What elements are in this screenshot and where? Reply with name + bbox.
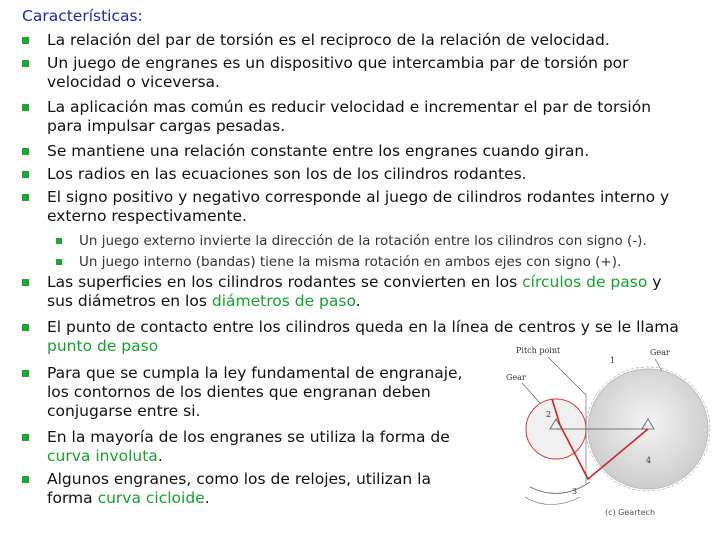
bullet-marker xyxy=(22,434,29,441)
sub-bullet-marker xyxy=(56,238,62,244)
bullet-9-text-line3: conjugarse entre si. xyxy=(47,402,201,420)
bullet-3-text-line1: La aplicación mas común es reducir velocidad e incrementar el par de torsión xyxy=(47,98,652,116)
bullet-7 xyxy=(47,273,697,311)
pitch-point-term: punto de paso xyxy=(47,337,159,355)
sub-bullet-2-text: Un juego interno (bandas) tiene la misma rotación en ambos ejes con signo (+). xyxy=(79,254,622,270)
sub-bullet-1 xyxy=(79,232,699,250)
label-number-3: 3 xyxy=(572,487,578,496)
sub-bullet-marker xyxy=(56,259,62,265)
bullet-5-text: Los radios en las ecuaciones son los de los cilindros rodantes. xyxy=(47,165,527,183)
bullet-4-text: Se mantiene una relación constante entre los engranes cuando giran. xyxy=(47,142,590,160)
bullet-marker xyxy=(22,37,29,44)
label-number-2: 2 xyxy=(546,410,552,419)
bullet-11 xyxy=(47,470,487,508)
bullet-11-text-line1: Algunos engranes, como los de relojes, utilizan la xyxy=(47,470,431,488)
bullet-1 xyxy=(47,31,697,50)
bullet-marker xyxy=(22,60,29,67)
bullet-5 xyxy=(47,165,697,184)
bullet-10-text-line1: En la mayoría de los engranes se utiliza la forma de xyxy=(47,428,450,446)
bullet-marker xyxy=(22,171,29,178)
slide-heading: Características: xyxy=(22,7,143,25)
bullet-10 xyxy=(47,428,487,466)
involute-curve-term: curva involuta xyxy=(47,447,158,465)
bullet-2-text-line2: velocidad o viceversa. xyxy=(47,73,220,91)
bullet-7-text-line2: sus diámetros en los xyxy=(47,292,212,310)
bullet-9 xyxy=(47,364,487,421)
bullet-4 xyxy=(47,142,697,161)
bullet-7-text-mid: y xyxy=(647,273,662,291)
bullet-11-text-end: . xyxy=(204,489,210,507)
bullet-6-text-line1: El signo positivo y negativo corresponde al juego de cilindros rodantes interno y xyxy=(47,188,670,206)
cycloid-curve-term: curva cicloide xyxy=(97,489,205,507)
bullet-9-text-line2: los contornos de los dientes que engranan deben xyxy=(47,383,431,401)
bullet-marker xyxy=(22,324,29,331)
label-number-1: 1 xyxy=(610,356,616,365)
bullet-marker xyxy=(22,104,29,111)
pitch-circles-term: círculos de paso xyxy=(522,273,648,291)
bullet-7-text-end: . xyxy=(355,292,361,310)
bullet-10-text-end: . xyxy=(157,447,163,465)
bullet-6-text-line2: externo respectivamente. xyxy=(47,207,247,225)
bullet-8-text-line1: El punto de contacto entre los cilindros queda en la línea de centros y se le llama xyxy=(47,318,679,336)
bullet-9-text-line1: Para que se cumpla la ley fundamental de engranaje, xyxy=(47,364,463,382)
bullet-marker xyxy=(22,194,29,201)
bullet-1-text: La relación del par de torsión es el reciproco de la relación de velocidad. xyxy=(47,31,610,49)
bullet-2-text-line1: Un juego de engranes es un dispositivo que intercambia par de torsión por xyxy=(47,54,629,72)
bullet-7-text-pre: Las superficies en los cilindros rodantes se convierten en los xyxy=(47,273,523,291)
sub-bullet-2 xyxy=(79,253,699,271)
bullet-2 xyxy=(47,54,697,92)
pitch-point-label: Pitch point xyxy=(516,346,561,355)
bullet-marker xyxy=(22,148,29,155)
copyright-text: (c) Geartech xyxy=(605,508,656,517)
pitch-diameters-term: diámetros de paso xyxy=(211,292,356,310)
bullet-3-text-line2: para impulsar cargas pesadas. xyxy=(47,117,286,135)
bullet-3 xyxy=(47,98,697,136)
sub-bullet-1-text: Un juego externo invierte la dirección de la rotación entre los cilindros con signo (-). xyxy=(79,233,647,249)
bullet-11-text-pre: forma xyxy=(47,489,98,507)
label-number-4: 4 xyxy=(646,456,652,465)
gear-label-right: Gear xyxy=(650,348,670,357)
bullet-6 xyxy=(47,188,697,226)
bullet-marker xyxy=(22,279,29,286)
gear-label-left: Gear xyxy=(506,373,526,382)
gear-figure xyxy=(500,337,715,537)
bullet-marker xyxy=(22,370,29,377)
bullet-marker xyxy=(22,476,29,483)
